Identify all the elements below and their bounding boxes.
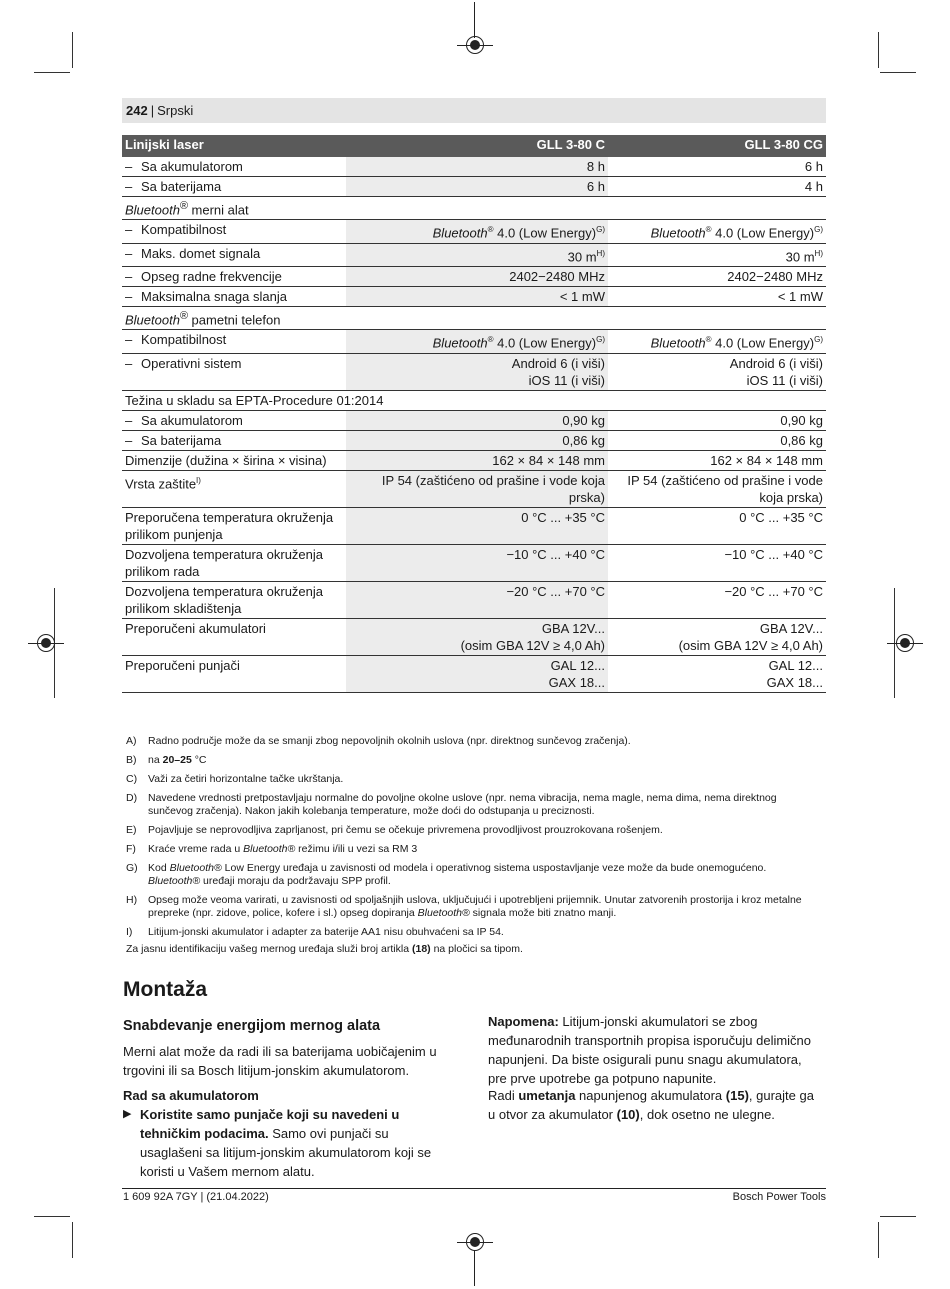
value-cell: −10 °C ... +40 °C	[608, 544, 826, 581]
value-cell: Bluetooth® 4.0 (Low Energy)$^{G)}$	[608, 220, 826, 243]
table-row	[122, 243, 826, 266]
crop-mark	[34, 1216, 70, 1217]
battery-heading: Rad sa akumulatorom	[123, 1088, 259, 1103]
row-label: Dozvoljena temperatura okruženja prilikom skladištenja	[122, 581, 346, 618]
table-row	[122, 197, 826, 220]
arrow-icon: ▶	[123, 1108, 132, 1120]
row-label: – Operativni sistem	[122, 353, 346, 390]
footnote-key: E)	[126, 824, 137, 836]
spec-table	[122, 135, 826, 693]
value-cell: GAL 12... GAX 18...	[608, 655, 826, 692]
brand-name: Bluetooth	[125, 202, 180, 218]
page-number: 242	[126, 103, 148, 118]
table-row	[122, 618, 826, 655]
table-row	[122, 544, 826, 581]
footnote-key: B)	[126, 754, 137, 766]
value-cell: Bluetooth® 4.0 (Low Energy)$^{G)}$	[346, 330, 608, 353]
section-cell: Težina u skladu sa EPTA-Procedure 01:2014	[122, 390, 826, 410]
registration-mark-icon	[896, 634, 914, 652]
value-cell: −20 °C ... +70 °C	[346, 581, 608, 618]
brand-name: Bluetooth	[125, 312, 180, 328]
value-cell: 6 h	[608, 157, 826, 177]
column-header: Linijski laser	[122, 135, 346, 157]
row-label: – Kompatibilnost	[122, 330, 346, 353]
footnote-item: H) Opseg može veoma varirati, u zavisnosti od spoljašnjih uslova, uključujući i upotrebljeni prijemnik. Unutar zatvorenih prostorija i kroz metalne prepreke (npr. zidove, police, kofere i sl.) opseg dopiranja Bluetooth® signala može biti znatno manji.	[126, 894, 802, 919]
header-language: Srpski	[157, 103, 194, 118]
crop-mark	[878, 1222, 879, 1258]
row-label: Preporučeni punjači	[122, 655, 346, 692]
bullet-item	[123, 1105, 453, 1181]
value-cell: < 1 mW	[346, 286, 608, 306]
value-cell: 4 h	[608, 177, 826, 197]
table-header-row	[122, 135, 826, 157]
registration-line	[474, 2, 475, 38]
row-label: – Maksimalna snaga slanja	[122, 286, 346, 306]
registration-line	[474, 1250, 475, 1286]
footnote-key: D)	[126, 792, 138, 804]
page-header: 242 | Srpski	[122, 98, 826, 123]
value-cell: < 1 mW	[608, 286, 826, 306]
table-row	[122, 507, 826, 544]
table-row	[122, 430, 826, 450]
insert-paragraph: Radi umetanja napunjenog akumulatora (15), gurajte ga u otvor za akumulator (10), dok osetno ne ulegne.	[488, 1088, 814, 1122]
registration-mark-icon	[37, 634, 55, 652]
value-cell: Bluetooth® 4.0 (Low Energy)$^{G)}$	[346, 220, 608, 243]
row-label: – Opseg radne frekvencije	[122, 266, 346, 286]
value-cell: IP 54 (zaštićeno od prašine i vode koja prska)	[346, 470, 608, 507]
value-cell: 0,90 kg	[346, 410, 608, 430]
value-cell: GAL 12... GAX 18...	[346, 655, 608, 692]
table-row	[122, 390, 826, 410]
row-label: – Maks. domet signala	[122, 243, 346, 266]
value-cell: GBA 12V... (osim GBA 12V ≥ 4,0 Ah)	[608, 618, 826, 655]
footer-brand: Bosch Power Tools	[732, 1191, 826, 1203]
row-label: Dozvoljena temperatura okruženja prilikom rada	[122, 544, 346, 581]
column-header: GLL 3-80 CG	[608, 135, 826, 157]
row-label: – Kompatibilnost	[122, 220, 346, 243]
table-row	[122, 157, 826, 177]
value-cell: 162 × 84 × 148 mm	[608, 450, 826, 470]
footer-rule	[122, 1188, 826, 1189]
crop-mark	[72, 1222, 73, 1258]
registration-mark-icon	[466, 36, 484, 54]
value-cell: 30 $m^{H)}$	[608, 243, 826, 266]
value-cell: −20 °C ... +70 °C	[608, 581, 826, 618]
value-cell: Android 6 (i viši) iOS 11 (i viši)	[346, 353, 608, 390]
bullet-bold: Koristite samo punjače koji su navedeni u tehničkim podacima.	[140, 1107, 400, 1141]
crop-mark	[34, 72, 70, 73]
value-cell: IP 54 (zaštićeno od prašine i vode koja prska)	[608, 470, 826, 507]
footnote-item: G) Kod Bluetooth® Low Energy uređaja u zavisnosti od modela i operativnog sistema uspostavljanje veze može da bude onemogućeno. Bluetooth® uređaji moraju da podržavaju SPP profil.	[126, 862, 767, 887]
value-cell: 2402−2480 MHz	[608, 266, 826, 286]
crop-mark	[880, 1216, 916, 1217]
value-cell: 0,86 kg	[346, 430, 608, 450]
row-label: – Sa akumulatorom	[122, 157, 346, 177]
value-cell: 0 °C ... +35 °C	[608, 507, 826, 544]
registration-mark-icon	[466, 1233, 484, 1251]
value-cell: 0,86 kg	[608, 430, 826, 450]
value-cell: Android 6 (i viši) iOS 11 (i viši)	[608, 353, 826, 390]
footnote-item: B) na 20–25 °C	[126, 754, 207, 766]
value-cell: 162 × 84 × 148 mm	[346, 450, 608, 470]
footnote-key: G)	[126, 862, 138, 874]
value-cell: 8 h	[346, 157, 608, 177]
section-cell: Bluetooth® pametni telefon	[122, 306, 826, 329]
section-cell: Bluetooth® merni alat	[122, 197, 826, 220]
footnotes	[126, 735, 816, 956]
table-row	[122, 450, 826, 470]
row-label: Preporučeni akumulatori	[122, 618, 346, 655]
value-cell: Bluetooth® 4.0 (Low Energy)$^{G)}$	[608, 330, 826, 353]
footnote-key: H)	[126, 894, 138, 906]
crop-mark	[880, 72, 916, 73]
intro-paragraph: Merni alat može da radi ili sa baterijama uobičajenim u trgovini ili sa Bosch litijum-jonskim akumulatorom.	[123, 1044, 437, 1078]
table-row	[122, 353, 826, 390]
table-row	[122, 470, 826, 507]
value-cell: 6 h	[346, 177, 608, 197]
column-header: GLL 3-80 C	[346, 135, 608, 157]
value-cell: 0,90 kg	[608, 410, 826, 430]
crop-mark	[878, 32, 879, 68]
table-row	[122, 655, 826, 692]
row-label: – Sa akumulatorom	[122, 410, 346, 430]
footnote-item: C) Važi za četiri horizontalne tačke ukrštanja.	[126, 773, 344, 785]
row-label: – Sa baterijama	[122, 430, 346, 450]
footnote-item: I) Litijum-jonski akumulator i adapter za baterije AA1 nisu obuhvaćeni sa IP 54.	[126, 926, 504, 938]
footnote-item: A) Radno područje može da se smanji zbog nepovoljnih okolnih uslova (npr. direktnog sunčevog zračenja).	[126, 735, 631, 747]
table-row	[122, 286, 826, 306]
table-row	[122, 220, 826, 243]
footnote-item: D) Navedene vrednosti pretpostavljaju normalne do povoljne okolne uslove (npr. nema vibracija, nema magle, nema dima, nema direktnog sunčevog zračenja). Nakon jakih kolebanja temperature, može doći do odstupanja u preciznosti.	[126, 792, 777, 817]
table-row	[122, 410, 826, 430]
table-row	[122, 581, 826, 618]
napomena-paragraph: Napomena: Litijum-jonski akumulatori se zbog međunarodnih transportnih propisa isporučuju delimično napunjeni. Da biste osigurali punu snagu akumulatora, pre prve upotrebe ga potpuno napunite.	[488, 1014, 812, 1086]
value-cell: 2402−2480 MHz	[346, 266, 608, 286]
table-row	[122, 177, 826, 197]
crop-mark	[72, 32, 73, 68]
footnote-key: C)	[126, 773, 138, 785]
row-label: Vrsta zaštite$^{I)}$	[122, 470, 346, 507]
footnote-key: I)	[126, 926, 133, 938]
identification-note: Za jasnu identifikaciju vašeg mernog uređaja služi broj artikla (18) na pločici sa tipom.	[126, 943, 523, 955]
subsection-title: Snabdevanje energijom mernog alata	[123, 1018, 381, 1034]
value-cell: −10 °C ... +40 °C	[346, 544, 608, 581]
value-cell: 30 $m^{H)}$	[346, 243, 608, 266]
value-cell: GBA 12V... (osim GBA 12V ≥ 4,0 Ah)	[346, 618, 608, 655]
bullet-text: Samo ovi punjači su usaglašeni sa litijum-jonskim akumulatorom koji se koristi u Vašem mernom alatu.	[140, 1126, 432, 1179]
footnote-item: F) Kraće vreme rada u Bluetooth® režimu i/ili u vezi sa RM 3	[126, 843, 418, 855]
section-title: Montaža	[123, 978, 207, 1001]
table-row	[122, 330, 826, 353]
footer-code: 1 609 92A 7GY | (21.04.2022)	[123, 1191, 269, 1203]
footnote-item: E) Pojavljuje se neprovodljiva zaprljanost, pri čemu se očekuje privremena provodljivost prouzrokovana rošenjem.	[126, 824, 663, 836]
table-row	[122, 306, 826, 329]
napomena-label: Napomena:	[488, 1014, 559, 1029]
value-cell: 0 °C ... +35 °C	[346, 507, 608, 544]
footnote-key: A)	[126, 735, 137, 747]
row-label: – Sa baterijama	[122, 177, 346, 197]
row-label: Dimenzije (dužina × širina × visina)	[122, 450, 346, 470]
row-label: Preporučena temperatura okruženja prilikom punjenja	[122, 507, 346, 544]
footnote-key: F)	[126, 843, 136, 855]
table-row	[122, 266, 826, 286]
